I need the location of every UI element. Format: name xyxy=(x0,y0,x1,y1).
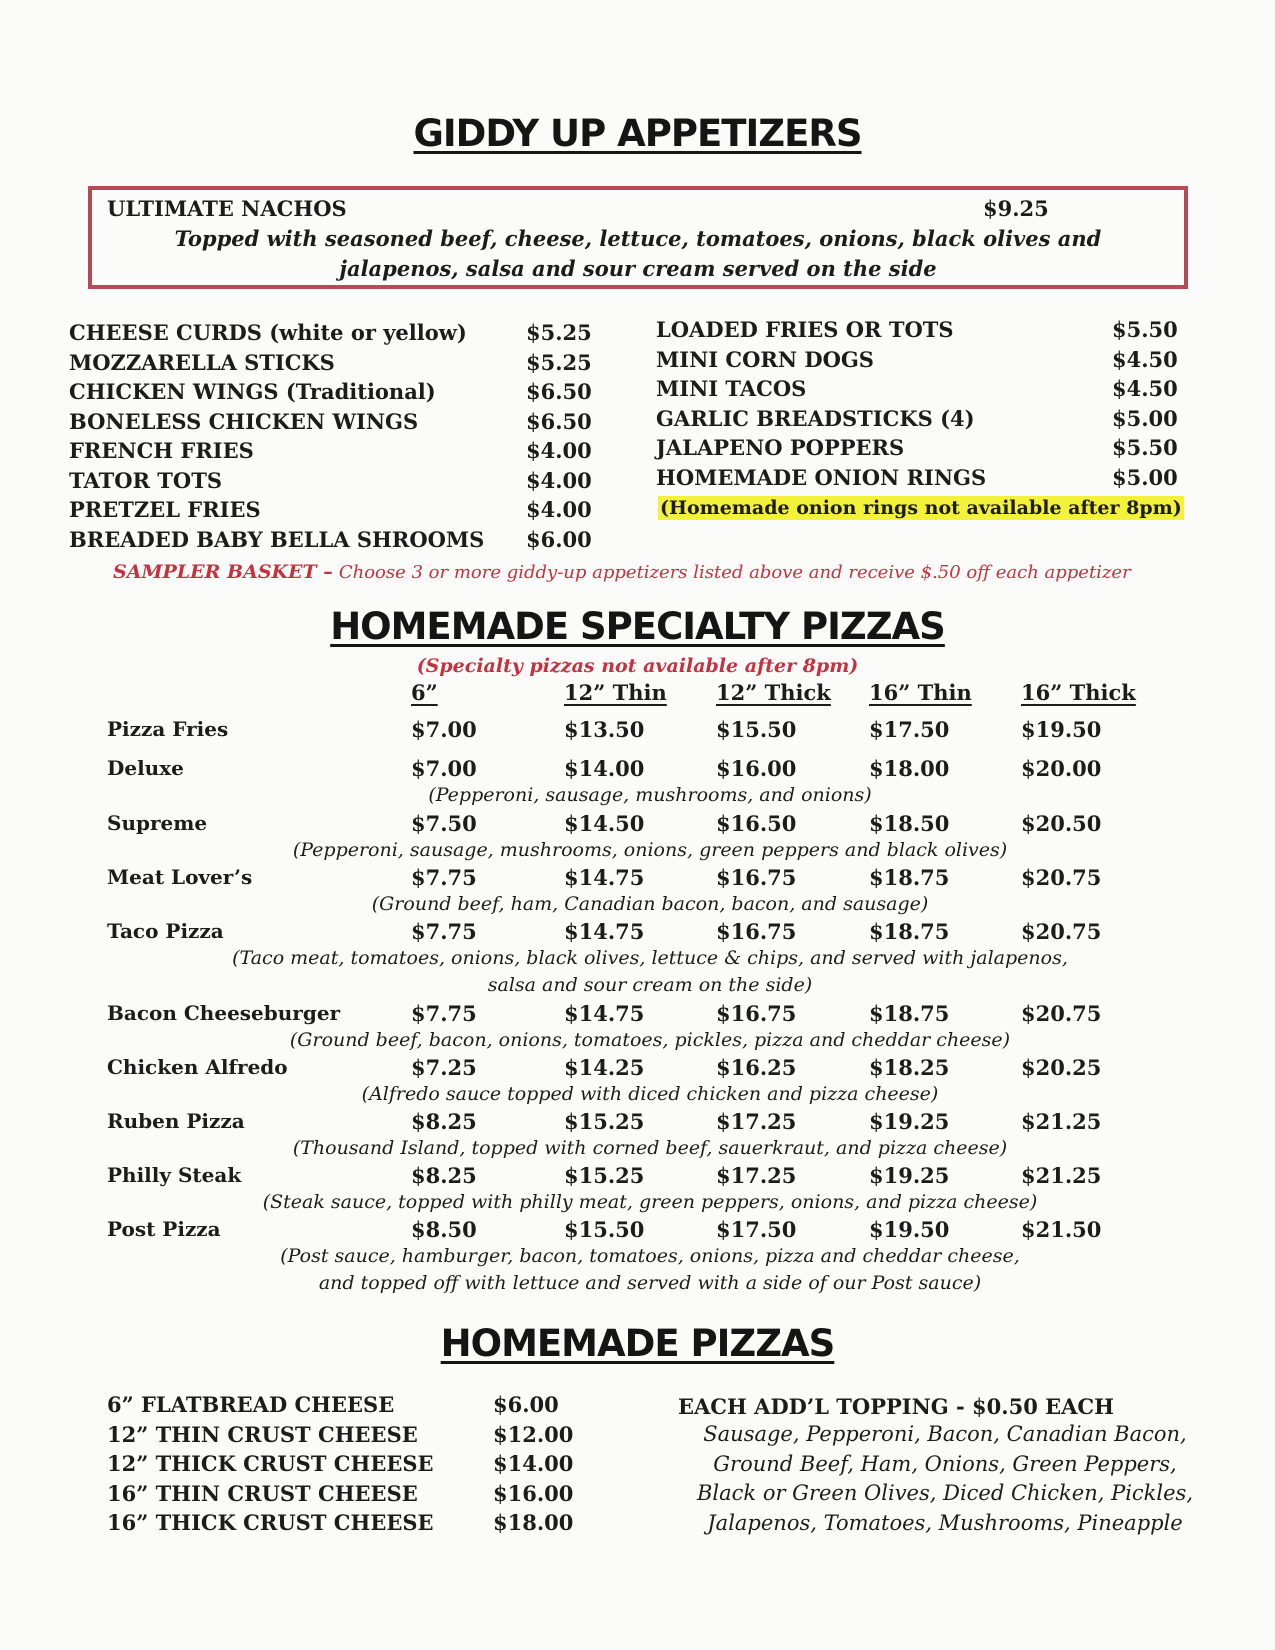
featured-item-desc-line: Topped with seasoned beef, cheese, lettuce, tomatoes, onions, black olives and xyxy=(174,226,1102,251)
specialty-pizza-price: $7.75 xyxy=(411,865,477,890)
appetizer-price: $5.25 xyxy=(526,349,592,375)
specialty-pizza-name: Post Pizza xyxy=(107,1217,221,1241)
specialty-pizza-price: $20.75 xyxy=(1021,865,1102,890)
specialty-pizza-price: $14.25 xyxy=(564,1055,645,1080)
specialty-pizza-price: $8.50 xyxy=(411,1217,477,1242)
appetizer-name: MOZZARELLA STICKS xyxy=(69,349,335,375)
sampler-basket xyxy=(113,561,1131,583)
specialty-pizza-price: $17.25 xyxy=(716,1163,797,1188)
appetizer-name: BONELESS CHICKEN WINGS xyxy=(69,408,419,434)
specialty-pizza-name: Ruben Pizza xyxy=(107,1109,245,1133)
specialty-pizza-price: $18.25 xyxy=(869,1055,950,1080)
specialty-pizza-desc: (Alfredo sauce topped with diced chicken and pizza cheese) xyxy=(361,1083,939,1105)
homemade-pizza-name: 6” FLATBREAD CHEESE xyxy=(107,1392,395,1417)
specialty-pizza-price: $16.75 xyxy=(716,919,797,944)
specialty-pizza-price: $16.50 xyxy=(716,811,797,836)
appetizer-price: $6.50 xyxy=(526,379,592,404)
featured-item-name: ULTIMATE NACHOS xyxy=(107,196,347,221)
specialty-pizza-price: $7.00 xyxy=(411,756,477,781)
specialty-pizza-price: $20.25 xyxy=(1021,1055,1102,1080)
specialty-pizza-price: $15.50 xyxy=(564,1217,645,1242)
appetizer-price: $4.00 xyxy=(526,438,592,463)
specialty-pizza-name: Meat Lover’s xyxy=(107,865,253,889)
specialty-pizza-price: $19.25 xyxy=(869,1163,950,1188)
specialty-pizza-price: $20.00 xyxy=(1021,756,1102,781)
size-header: 16” Thick xyxy=(1021,680,1136,705)
specialty-pizza-price: $21.25 xyxy=(1021,1163,1102,1188)
appetizer-name: HOMEMADE ONION RINGS xyxy=(656,464,987,490)
topping-line: Sausage, Pepperoni, Bacon, Canadian Bacon, xyxy=(703,1422,1187,1446)
appetizer-price: $4.00 xyxy=(526,497,592,522)
specialty-pizza-price: $14.75 xyxy=(564,1001,645,1026)
specialty-pizza-price: $19.50 xyxy=(1021,717,1102,742)
specialty-pizza-price: $18.75 xyxy=(869,865,950,890)
specialty-pizzas-title: HOMEMADE SPECIALTY PIZZAS xyxy=(330,605,945,648)
specialty-pizza-price: $21.50 xyxy=(1021,1217,1102,1242)
appetizer-name: CHEESE CURDS (white or yellow) xyxy=(69,320,467,345)
specialty-pizza-name: Deluxe xyxy=(107,756,184,780)
specialty-pizza-price: $8.25 xyxy=(411,1163,477,1188)
appetizer-name: MINI TACOS xyxy=(656,376,807,401)
appetizer-price: $5.50 xyxy=(1112,317,1178,342)
homemade-pizza-name: 12” THICK CRUST CHEESE xyxy=(107,1451,434,1476)
size-header: 16” Thin xyxy=(869,680,972,705)
specialty-pizza-price: $20.50 xyxy=(1021,811,1102,836)
size-header: 12” Thick xyxy=(716,680,831,705)
appetizer-price: $4.50 xyxy=(1112,346,1178,372)
specialty-pizza-desc: (Pepperoni, sausage, mushrooms, onions, green peppers and black olives) xyxy=(292,839,1008,861)
specialty-pizza-price: $8.25 xyxy=(411,1109,477,1134)
specialty-pizza-price: $14.50 xyxy=(564,811,645,836)
specialty-pizza-price: $7.25 xyxy=(411,1055,477,1080)
specialty-pizza-desc: (Pepperoni, sausage, mushrooms, and onions) xyxy=(428,784,872,806)
specialty-pizza-desc: (Ground beef, ham, Canadian bacon, bacon, and sausage) xyxy=(371,893,929,915)
specialty-pizza-price: $15.50 xyxy=(716,717,797,742)
appetizer-price: $5.25 xyxy=(526,320,592,345)
specialty-pizza-price: $7.75 xyxy=(411,919,477,944)
specialty-pizza-price: $15.25 xyxy=(564,1109,645,1134)
specialty-pizza-price: $17.50 xyxy=(869,717,950,742)
sampler-basket-label: SAMPLER BASKET – xyxy=(113,561,333,583)
specialty-pizza-desc: (Ground beef, bacon, onions, tomatoes, pickles, pizza and cheddar cheese) xyxy=(289,1029,1011,1051)
specialty-pizza-price: $18.00 xyxy=(869,756,950,781)
appetizer-name: BREADED BABY BELLA SHROOMS xyxy=(69,526,485,552)
specialty-pizza-price: $17.50 xyxy=(716,1217,797,1242)
featured-item-price: $9.25 xyxy=(983,196,1049,221)
specialty-pizza-price: $20.75 xyxy=(1021,1001,1102,1026)
specialty-pizza-price: $19.50 xyxy=(869,1217,950,1242)
homemade-pizza-price: $6.00 xyxy=(493,1392,559,1417)
homemade-pizza-price: $16.00 xyxy=(493,1480,574,1506)
homemade-pizza-name: 16” THIN CRUST CHEESE xyxy=(107,1480,418,1506)
specialty-pizza-desc: (Post sauce, hamburger, bacon, tomatoes, onions, pizza and cheddar cheese, xyxy=(280,1245,1020,1267)
specialty-pizza-price: $18.75 xyxy=(869,1001,950,1026)
homemade-pizza-name: 12” THIN CRUST CHEESE xyxy=(107,1421,418,1447)
topping-heading: EACH ADD’L TOPPING - $0.50 EACH xyxy=(678,1394,1114,1419)
specialty-pizza-name: Supreme xyxy=(107,811,208,835)
appetizer-name: JALAPENO POPPERS xyxy=(656,435,905,460)
appetizer-price: $4.50 xyxy=(1112,376,1178,401)
specialty-pizza-price: $14.75 xyxy=(564,919,645,944)
specialty-pizza-price: $13.50 xyxy=(564,717,645,742)
specialty-pizza-price: $16.75 xyxy=(716,1001,797,1026)
specialty-pizza-desc: (Taco meat, tomatoes, onions, black olives, lettuce & chips, and served with jalapenos, xyxy=(232,947,1068,969)
topping-line: Black or Green Olives, Diced Chicken, Pickles, xyxy=(696,1481,1193,1505)
appetizer-name: TATOR TOTS xyxy=(69,467,223,493)
appetizer-name: MINI CORN DOGS xyxy=(656,346,874,372)
sampler-basket-text: Choose 3 or more giddy-up appetizers listed above and receive $.50 off each appetizer xyxy=(338,562,1131,583)
featured-item-desc-line: jalapenos, salsa and sour cream served on the side xyxy=(339,256,937,281)
specialty-pizza-name: Bacon Cheeseburger xyxy=(107,1001,341,1025)
specialty-pizza-desc: (Thousand Island, topped with corned beef, sauerkraut, and pizza cheese) xyxy=(292,1137,1008,1159)
specialty-pizza-desc: and topped off with lettuce and served with a side of our Post sauce) xyxy=(318,1272,982,1294)
homemade-pizza-price: $18.00 xyxy=(493,1510,574,1535)
onion-rings-note: (Homemade onion rings not available after 8pm) xyxy=(660,497,1182,519)
appetizer-price: $5.50 xyxy=(1112,435,1178,460)
specialty-pizza-price: $17.25 xyxy=(716,1109,797,1134)
topping-line: Ground Beef, Ham, Onions, Green Peppers, xyxy=(713,1451,1177,1476)
specialty-pizza-price: $20.75 xyxy=(1021,919,1102,944)
specialty-pizza-price: $18.75 xyxy=(869,919,950,944)
specialty-pizza-price: $16.00 xyxy=(716,756,797,781)
specialty-pizza-desc: salsa and sour cream on the side) xyxy=(487,974,813,996)
appetizer-name: CHICKEN WINGS (Traditional) xyxy=(69,379,436,404)
appetizer-name: PRETZEL FRIES xyxy=(69,497,261,522)
specialty-pizza-price: $7.75 xyxy=(411,1001,477,1026)
specialty-pizza-price: $19.25 xyxy=(869,1109,950,1134)
specialty-pizza-price: $7.00 xyxy=(411,717,477,742)
specialty-pizza-price: $15.25 xyxy=(564,1163,645,1188)
appetizers-title: GIDDY UP APPETIZERS xyxy=(413,112,862,155)
appetizer-name: GARLIC BREADSTICKS (4) xyxy=(656,405,975,431)
appetizer-price: $6.50 xyxy=(526,408,592,434)
homemade-pizza-price: $14.00 xyxy=(493,1451,574,1476)
homemade-pizza-name: 16” THICK CRUST CHEESE xyxy=(107,1510,434,1535)
specialty-pizza-name: Pizza Fries xyxy=(107,717,229,741)
specialty-pizza-price: $21.25 xyxy=(1021,1109,1102,1134)
specialty-pizza-price: $14.00 xyxy=(564,756,645,781)
specialty-pizza-price: $16.75 xyxy=(716,865,797,890)
appetizer-price: $6.00 xyxy=(526,526,592,552)
appetizer-price: $5.00 xyxy=(1112,405,1178,431)
specialty-pizza-price: $16.25 xyxy=(716,1055,797,1080)
size-header: 6” xyxy=(411,680,438,705)
size-header: 12” Thin xyxy=(564,680,667,705)
appetizer-name: FRENCH FRIES xyxy=(69,438,254,463)
appetizer-name: LOADED FRIES OR TOTS xyxy=(656,317,954,342)
specialty-pizza-price: $18.50 xyxy=(869,811,950,836)
topping-line: Jalapenos, Tomatoes, Mushrooms, Pineapple xyxy=(707,1510,1183,1535)
specialty-pizza-desc: (Steak sauce, topped with philly meat, green peppers, onions, and pizza cheese) xyxy=(262,1191,1038,1213)
homemade-pizzas-title: HOMEMADE PIZZAS xyxy=(440,1322,835,1365)
homemade-pizza-price: $12.00 xyxy=(493,1421,574,1447)
appetizer-price: $5.00 xyxy=(1112,464,1178,490)
appetizer-price: $4.00 xyxy=(526,467,592,493)
specialty-pizza-name: Chicken Alfredo xyxy=(107,1055,288,1079)
specialty-pizzas-note: (Specialty pizzas not available after 8pm) xyxy=(416,655,859,677)
specialty-pizza-price: $7.50 xyxy=(411,811,477,836)
specialty-pizza-name: Taco Pizza xyxy=(107,919,224,943)
specialty-pizza-name: Philly Steak xyxy=(107,1163,242,1187)
specialty-pizza-price: $14.75 xyxy=(564,865,645,890)
